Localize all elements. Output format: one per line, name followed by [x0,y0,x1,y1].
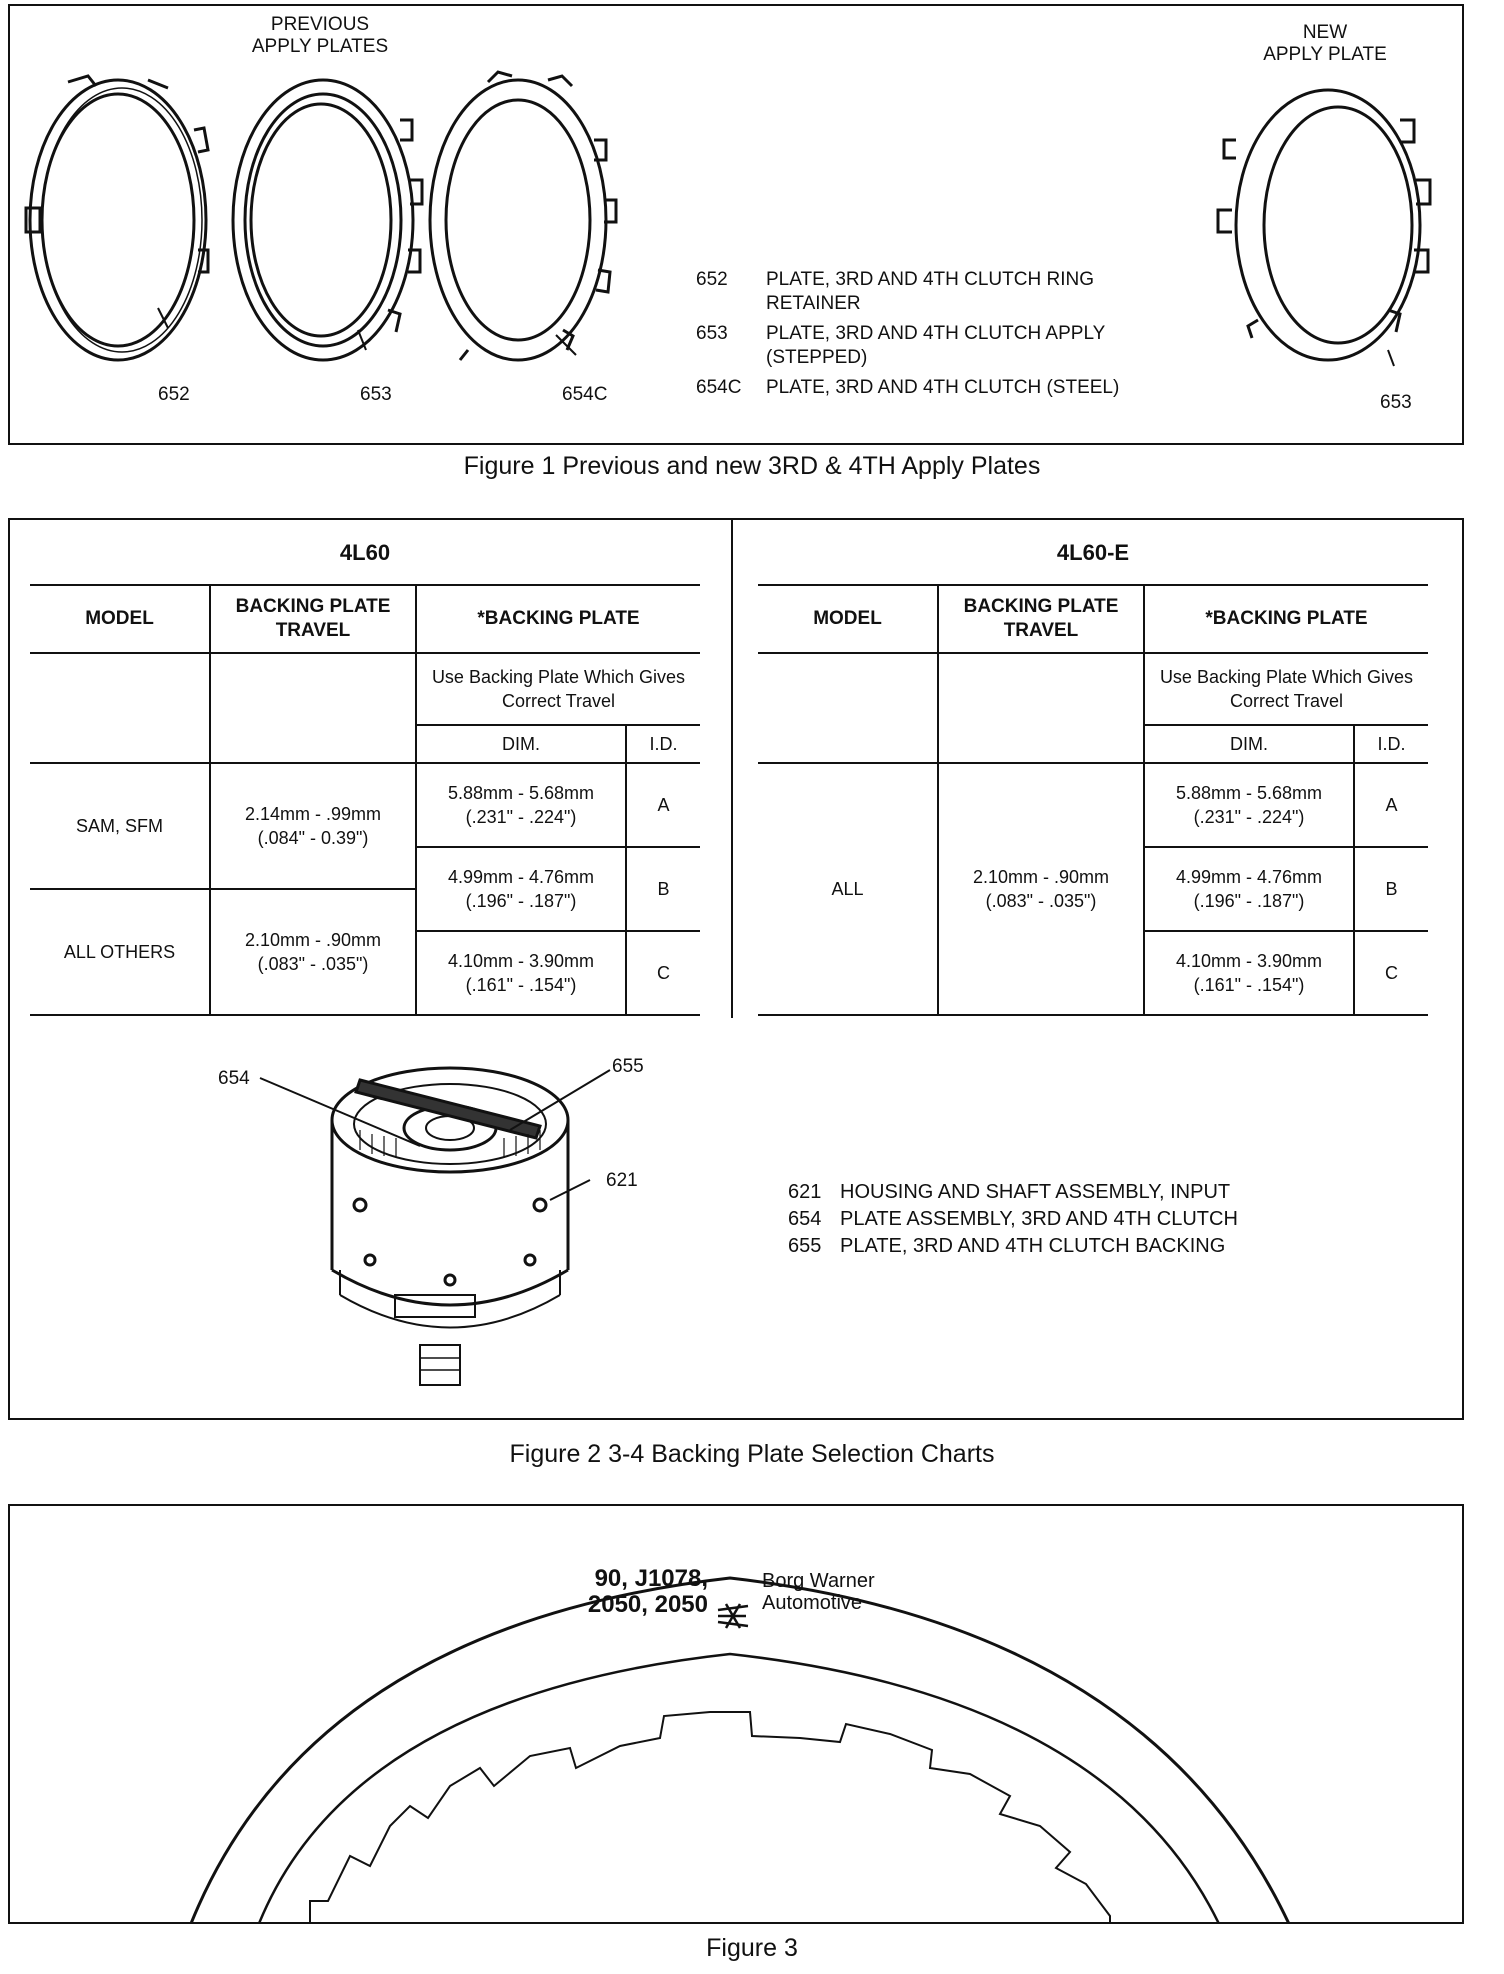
callout-654: 654 [218,1068,250,1089]
figure1-legend-item [696,322,1105,370]
stamp-codes [558,1566,708,1618]
empty-cell [30,653,210,725]
legend-num: 654C [696,377,742,398]
header-travel: BACKING PLATE TRAVEL [210,585,416,653]
left-table-title: 4L60 [339,540,391,565]
legend-text: PLATE, 3RD AND 4TH CLUTCH RING RETAINER [766,269,1094,314]
legend-num: 653 [696,323,728,344]
legend-num: 654 [788,1208,822,1230]
table-divider [731,518,733,1018]
plate-b-id: B [626,847,700,931]
travel-sam-sfm: 2.14mm - .99mm (.084" - 0.39") [210,763,416,889]
plate-b-dim: 4.99mm - 4.76mm (.196" - .187") [416,847,626,931]
plate-c-id: C [626,931,700,1015]
empty-cell [938,653,1144,725]
right-table-title: 4L60-E [1056,540,1130,565]
sub-header-id: I.D. [1377,734,1406,754]
borg-warner-logo-icon [718,1604,748,1628]
use-note: Use Backing Plate Which Gives Correct Travel [1144,653,1428,725]
figure3-frame [8,1504,1464,1924]
legend-text: PLATE, 3RD AND 4TH CLUTCH (STEEL) [766,377,1120,398]
figure1-legend-item [696,376,1119,400]
sub-header-dim: DIM. [416,725,626,763]
figure2-legend-item [788,1180,1230,1204]
model-all-others: ALL OTHERS [30,889,210,1015]
figure2-callout-lines [240,1060,640,1220]
header-model: MODEL [758,585,938,653]
plate-b-dim: 4.99mm - 4.76mm (.196" - .187") [1144,847,1354,931]
plate-a-id: A [626,763,700,847]
empty-cell [30,725,210,763]
empty-cell [210,725,416,763]
previous-label-line2: APPLY PLATES [251,36,389,57]
figure2-legend-item [788,1234,1225,1258]
empty-cell [210,653,416,725]
sub-header-dim: DIM. [1144,725,1354,763]
figure1-caption: Figure 1 Previous and new 3RD & 4TH Apply Plates [463,452,1041,480]
plate-652-illustration [26,76,208,360]
part-number-new-653: 653 [1380,392,1412,413]
header-model: MODEL [30,585,210,653]
legend-text: PLATE, 3RD AND 4TH CLUTCH APPLY (STEPPED) [766,323,1106,368]
legend-num: 621 [788,1181,822,1203]
legend-num: 652 [696,269,728,290]
part-number-652: 652 [158,384,190,405]
new-plate-653-illustration [1218,90,1430,366]
stamp-code-line2: 2050, 2050 [587,1591,708,1618]
legend-text: PLATE, 3RD AND 4TH CLUTCH BACKING [840,1235,1226,1257]
header-backing-plate: *BACKING PLATE [1205,608,1368,629]
brand-line1: Borg Warner [762,1570,875,1592]
left-selection-table [30,584,700,1016]
callout-655: 655 [612,1056,644,1077]
part-number-653: 653 [360,384,392,405]
plate-b-id: B [1354,847,1428,931]
legend-text: PLATE ASSEMBLY, 3RD AND 4TH CLUTCH [840,1208,1238,1230]
figure3-plate-drawing [10,1506,1464,1924]
use-note: Use Backing Plate Which Gives Correct Travel [416,653,700,725]
previous-label-line1: PREVIOUS [270,14,370,35]
legend-num: 655 [788,1235,822,1257]
plate-c-dim: 4.10mm - 3.90mm (.161" - .154") [1144,931,1354,1015]
sub-header-id: I.D. [649,734,678,754]
header-travel: BACKING PLATE TRAVEL [938,585,1144,653]
new-label-line2: APPLY PLATE [1263,44,1387,65]
empty-cell [758,725,938,763]
model-sam-sfm: SAM, SFM [30,763,210,889]
plate-a-dim: 5.88mm - 5.68mm (.231" - .224") [1144,763,1354,847]
figure2-caption: Figure 2 3-4 Backing Plate Selection Charts [509,1440,995,1468]
plate-a-id: A [1354,763,1428,847]
part-number-654c: 654C [562,384,608,405]
right-selection-table [758,584,1428,1016]
figure2-legend-item [788,1207,1238,1231]
figure3-caption: Figure 3 [706,1934,798,1962]
plate-c-id: C [1354,931,1428,1015]
empty-cell [758,653,938,725]
new-label-line1: NEW [1302,22,1348,43]
plate-653-illustration [233,80,422,360]
empty-cell [938,725,1144,763]
figure1-legend-item [696,268,1094,316]
callout-621: 621 [606,1170,638,1191]
brand-line2: Automotive [762,1592,863,1614]
header-backing-plate: *BACKING PLATE [477,608,640,629]
brand-text [762,1570,875,1614]
stamp-code-line1: 90, J1078, [594,1565,708,1592]
legend-text: HOUSING AND SHAFT ASSEMBLY, INPUT [840,1181,1231,1203]
plate-c-dim: 4.10mm - 3.90mm (.161" - .154") [416,931,626,1015]
model-all: ALL [758,763,938,1015]
travel-all: 2.10mm - .90mm (.083" - .035") [938,763,1144,1015]
plate-a-dim: 5.88mm - 5.68mm (.231" - .224") [416,763,626,847]
previous-apply-plates-label [210,14,430,58]
travel-all-others: 2.10mm - .90mm (.083" - .035") [210,889,416,1015]
plate-654c-illustration [430,72,616,360]
